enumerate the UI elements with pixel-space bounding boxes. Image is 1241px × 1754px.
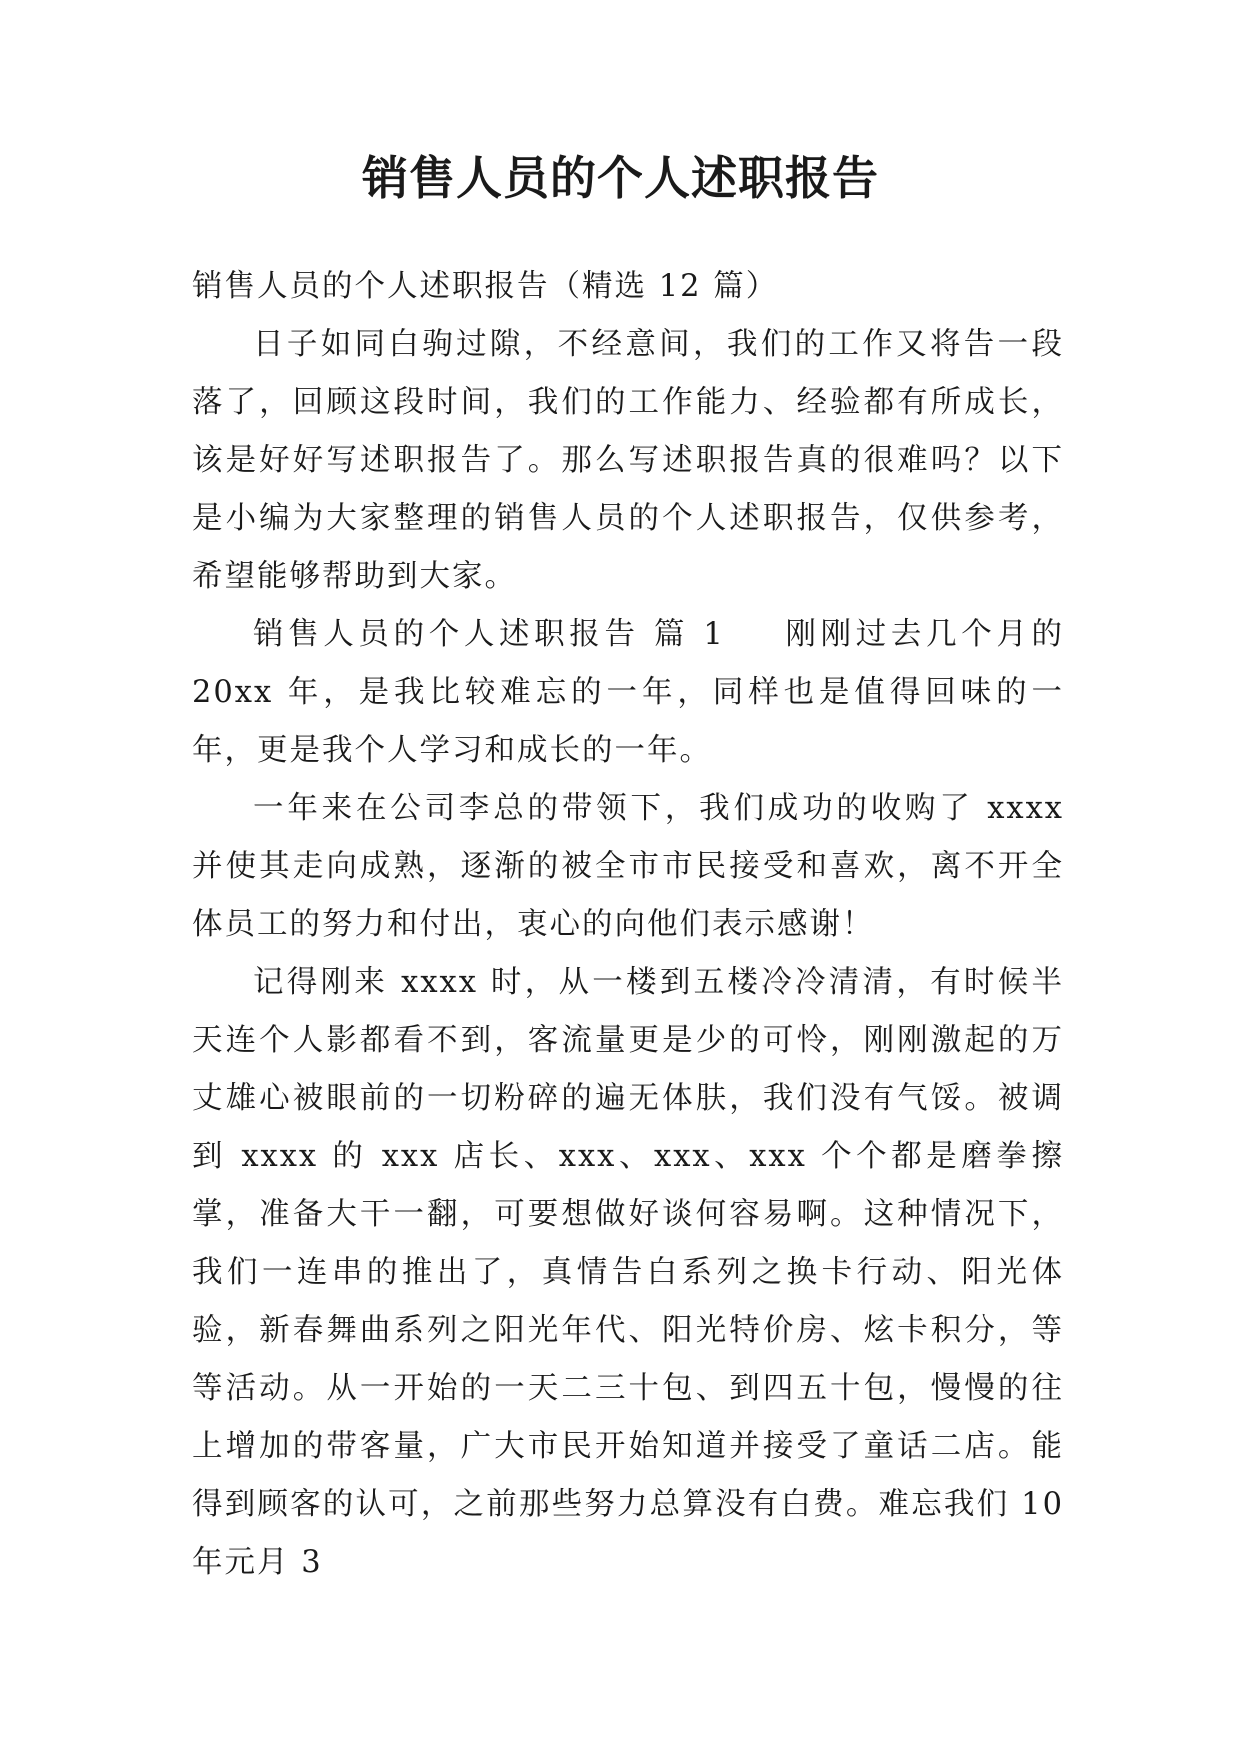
document-subtitle: 销售人员的个人述职报告（精选 12 篇） <box>192 269 779 304</box>
section-heading: 销售人员的个人述职报告 篇 1 <box>253 617 725 652</box>
section-1-first-text: 刚刚过去几个月的 20xx 年，是我比较难忘的一年，同样也是值得回味的一年，更是我个人学习和成长的一年。 <box>192 617 1065 768</box>
document-title: 销售人员的个人述职报告 <box>362 151 879 205</box>
body-paragraph: 记得刚来 xxxx 时，从一楼到五楼冷冷清清，有时候半天连个人影都看不到，客流量更是少的可怜，刚刚激起的万丈雄心被眼前的一切粉碎的遍无体肤，我们没有气馁。被调到 xxxx 的 xxx 店长、xxx、xxx、xxx 个个都是磨拳擦掌，准备大干一翻，可要想做好谈何容易啊。这种情况下，我们一连串的推出了，真情告白系列之换卡行动、阳光体验，新春舞曲系列之阳光年代、阳光特价房、炫卡积分，等等活动。从一开始的一天二三十包、到四五十包，慢慢的往上增加的带客量，广大市民开始知道并接受了童话二店。能得到顾客的认可，之前那些努力总算没有白费。难忘我们 10 年元月 3 <box>192 965 1064 1580</box>
section-1-paragraph <box>192 606 1064 780</box>
body-paragraph: 一年来在公司李总的带领下，我们成功的收购了 xxxx 并使其走向成熟，逐渐的被全市市民接受和喜欢，离不开全体员工的努力和付出，衷心的向他们表示感谢！ <box>192 791 1064 942</box>
intro-paragraph: 日子如同白驹过隙，不经意间，我们的工作又将告一段落了，回顾这段时间，我们的工作能力、经验都有所成长，该是好好写述职报告了。那么写述职报告真的很难吗？以下是小编为大家整理的销售人员的个人述职报告，仅供参考，希望能够帮助到大家。 <box>192 327 1064 594</box>
document-body <box>192 258 1064 1592</box>
